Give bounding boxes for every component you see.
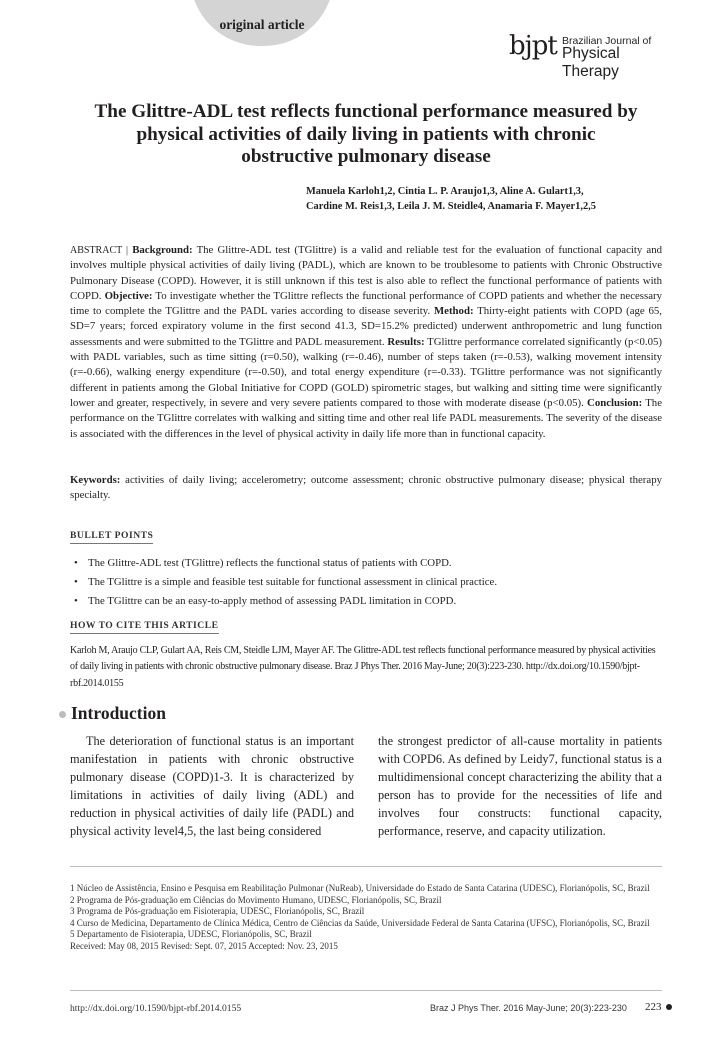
intro-column-2: the strongest predictor of all-cause mortality in patients with COPD6. As defined by Leidy7, functional status is a multidimensional concept characterizing the ability that a person has to provide for the necessities of life and involves four constructs: functional capacity, performance, reserve, and capacity utilization. bbox=[378, 734, 662, 839]
affiliations bbox=[70, 883, 662, 953]
authors-line-2: Cardine M. Reis1,3, Leila J. M. Steidle4, Anamaria F. Mayer1,2,5 bbox=[306, 201, 596, 212]
bullet-item: • The TGlittre is a simple and feasible test suitable for functional assessment in clinical practice. bbox=[74, 573, 497, 592]
method-text: Thirty-eight patients with COPD (age 65, SD=7 years; forced expiratory volume in the first second 41.3, SD=15.2% predicted) underwent anthropometric and lung function assessments and were submitted to the TGlittre and PADL measurement. bbox=[70, 305, 662, 348]
affiliation-item: 2 Programa de Pós-graduação em Ciências do Movimento Humano, UDESC, Florianópolis, SC, Brazil bbox=[70, 894, 442, 905]
section-label: original article bbox=[219, 17, 305, 32]
background-heading: Background: bbox=[132, 244, 193, 256]
author-list bbox=[306, 184, 596, 214]
section-bullet-icon bbox=[59, 711, 66, 718]
bullet-item: • The TGlittre can be an easy-to-apply method of assessing PADL limitation in COPD. bbox=[74, 592, 497, 611]
journal-name-line2: Physical Therapy bbox=[562, 45, 620, 80]
footnote-divider bbox=[70, 866, 662, 867]
method-heading: Method: bbox=[433, 305, 474, 318]
journal-logo bbox=[509, 31, 665, 80]
keywords-label: Keywords: bbox=[70, 474, 121, 486]
affiliation-item: 1 Núcleo de Assistência, Ensino e Pesquisa em Reabilitação Pulmonar (NuReab), Universidade do Estado de Santa Catarina (UDESC), Florianópolis, SC, Brazil bbox=[70, 883, 650, 893]
footer-divider bbox=[70, 990, 662, 991]
affiliation-item: 4 Curso de Medicina, Departamento de Clínica Médica, Centro de Ciências da Saúde, Universidade Federal de Santa Catarina (UFSC), Florianópolis, SC, Brazil bbox=[70, 917, 650, 928]
background-text: The Glittre-ADL test (TGlittre) is a valid and reliable test for the evaluation of functional capacity and involves multiple physical activities of daily living (PADL), which are known to be troublesome to patients with Chronic Obstructive Pulmonary Disease (COPD). However, it is still unknown if this test is also able to reflect the functional performance of patients with COPD. bbox=[70, 244, 662, 302]
objective-heading: Objective: bbox=[104, 289, 153, 302]
affiliation-item: 3 Programa de Pós-graduação em Fisioterapia, UDESC, Florianópolis, SC, Brazil bbox=[70, 906, 365, 917]
bullet-points-heading: BULLET POINTS bbox=[70, 530, 153, 544]
bullet-item: • The Glittre-ADL test (TGlittre) reflects the functional status of patients with COPD. bbox=[74, 554, 497, 573]
authors-line-1: Manuela Karloh1,2, Cintia L. P. Araujo1,3, Aline A. Gulart1,3, bbox=[306, 186, 584, 197]
journal-name-line1: Brazilian Journal of bbox=[562, 35, 652, 47]
footer-doi-link[interactable]: http://dx.doi.org/10.1590/bjpt-rbf.2014.0155 bbox=[70, 1003, 242, 1014]
keywords-text: activities of daily living; accelerometry; outcome assessment; chronic obstructive pulmonary disease; physical therapy specialty. bbox=[70, 474, 662, 502]
how-to-cite-heading: HOW TO CITE THIS ARTICLE bbox=[70, 620, 219, 634]
keywords bbox=[70, 473, 662, 504]
received-dates: Received: May 08, 2015 Revised: Sept. 07, 2015 Accepted: Nov. 23, 2015 bbox=[70, 940, 338, 951]
article-title: The Glittre-ADL test reflects functional performance measured by physical activities of daily living in patients with chronic obstructive pulmonary disease bbox=[94, 101, 638, 167]
affiliation-item: 5 Departamento de Fisioterapia, UDESC, Florianópolis, SC, Brazil bbox=[70, 929, 312, 940]
conclusion-heading: Conclusion: bbox=[587, 396, 643, 409]
logo-mark: bjpt bbox=[509, 31, 557, 61]
objective-text: To investigate whether the TGlittre reflects the functional performance of COPD patients and whether the necessary time to complete the TGlittre and the PADL varies according to disease severity. bbox=[70, 289, 662, 318]
page-dot-icon bbox=[666, 1004, 672, 1010]
intro-column-1: The deterioration of functional status is an important manifestation in patients with chronic obstructive pulmonary disease (COPD)1-3. It is characterized by limitations in activities of daily living (ADL) and reduction in physical activities of daily life (PADL) and physical activity level4,5, the last being considered bbox=[70, 734, 354, 839]
footer-journal-ref: Braz J Phys Ther. 2016 May-June; 20(3):223-230 bbox=[430, 1003, 627, 1013]
page-number: 223 bbox=[645, 1001, 662, 1013]
results-heading: Results: bbox=[387, 335, 425, 348]
results-text: TGlittre performance correlated significantly (p<0.05) with PADL variables, such as time sitting (r=0.50), walking (r=-0.46), number of steps taken (r=-0.53), walking movement intensity (r=-0.66), walking energy expenditure (r=-0.50), and total energy expenditure (r=-0.33). TGlittre performance was not significantly different in patients among the Global Initiative for COPD (GOLD) spirometric stages, but walking and sitting time were significantly lower and greater, respectively, in severe and very severe patients compared to those with moderate disease (p<0.05). bbox=[70, 335, 663, 409]
bullet-list bbox=[74, 554, 497, 611]
citation-text: Karloh M, Araujo CLP, Gulart AA, Reis CM, Steidle LJM, Mayer AF. The Glittre-ADL test reflects functional performance measured by physical activities of daily living in patients with chronic obstructive pulmonary disease. Braz J Phys Ther. 2016 May-June; 20(3):223-230. http://dx.doi.org/10.1590/bjpt-rbf.2014.0155 bbox=[70, 645, 656, 689]
abstract bbox=[70, 243, 662, 442]
abstract-label: ABSTRACT | bbox=[70, 245, 129, 256]
conclusion-text: The performance on the TGlittre correlates with walking and sitting time and other real life PADL measurements. The severity of the disease is associated with the differences in the level of physical activity in daily life more than in functional capacity. bbox=[70, 396, 662, 440]
introduction-heading: Introduction bbox=[71, 703, 166, 723]
